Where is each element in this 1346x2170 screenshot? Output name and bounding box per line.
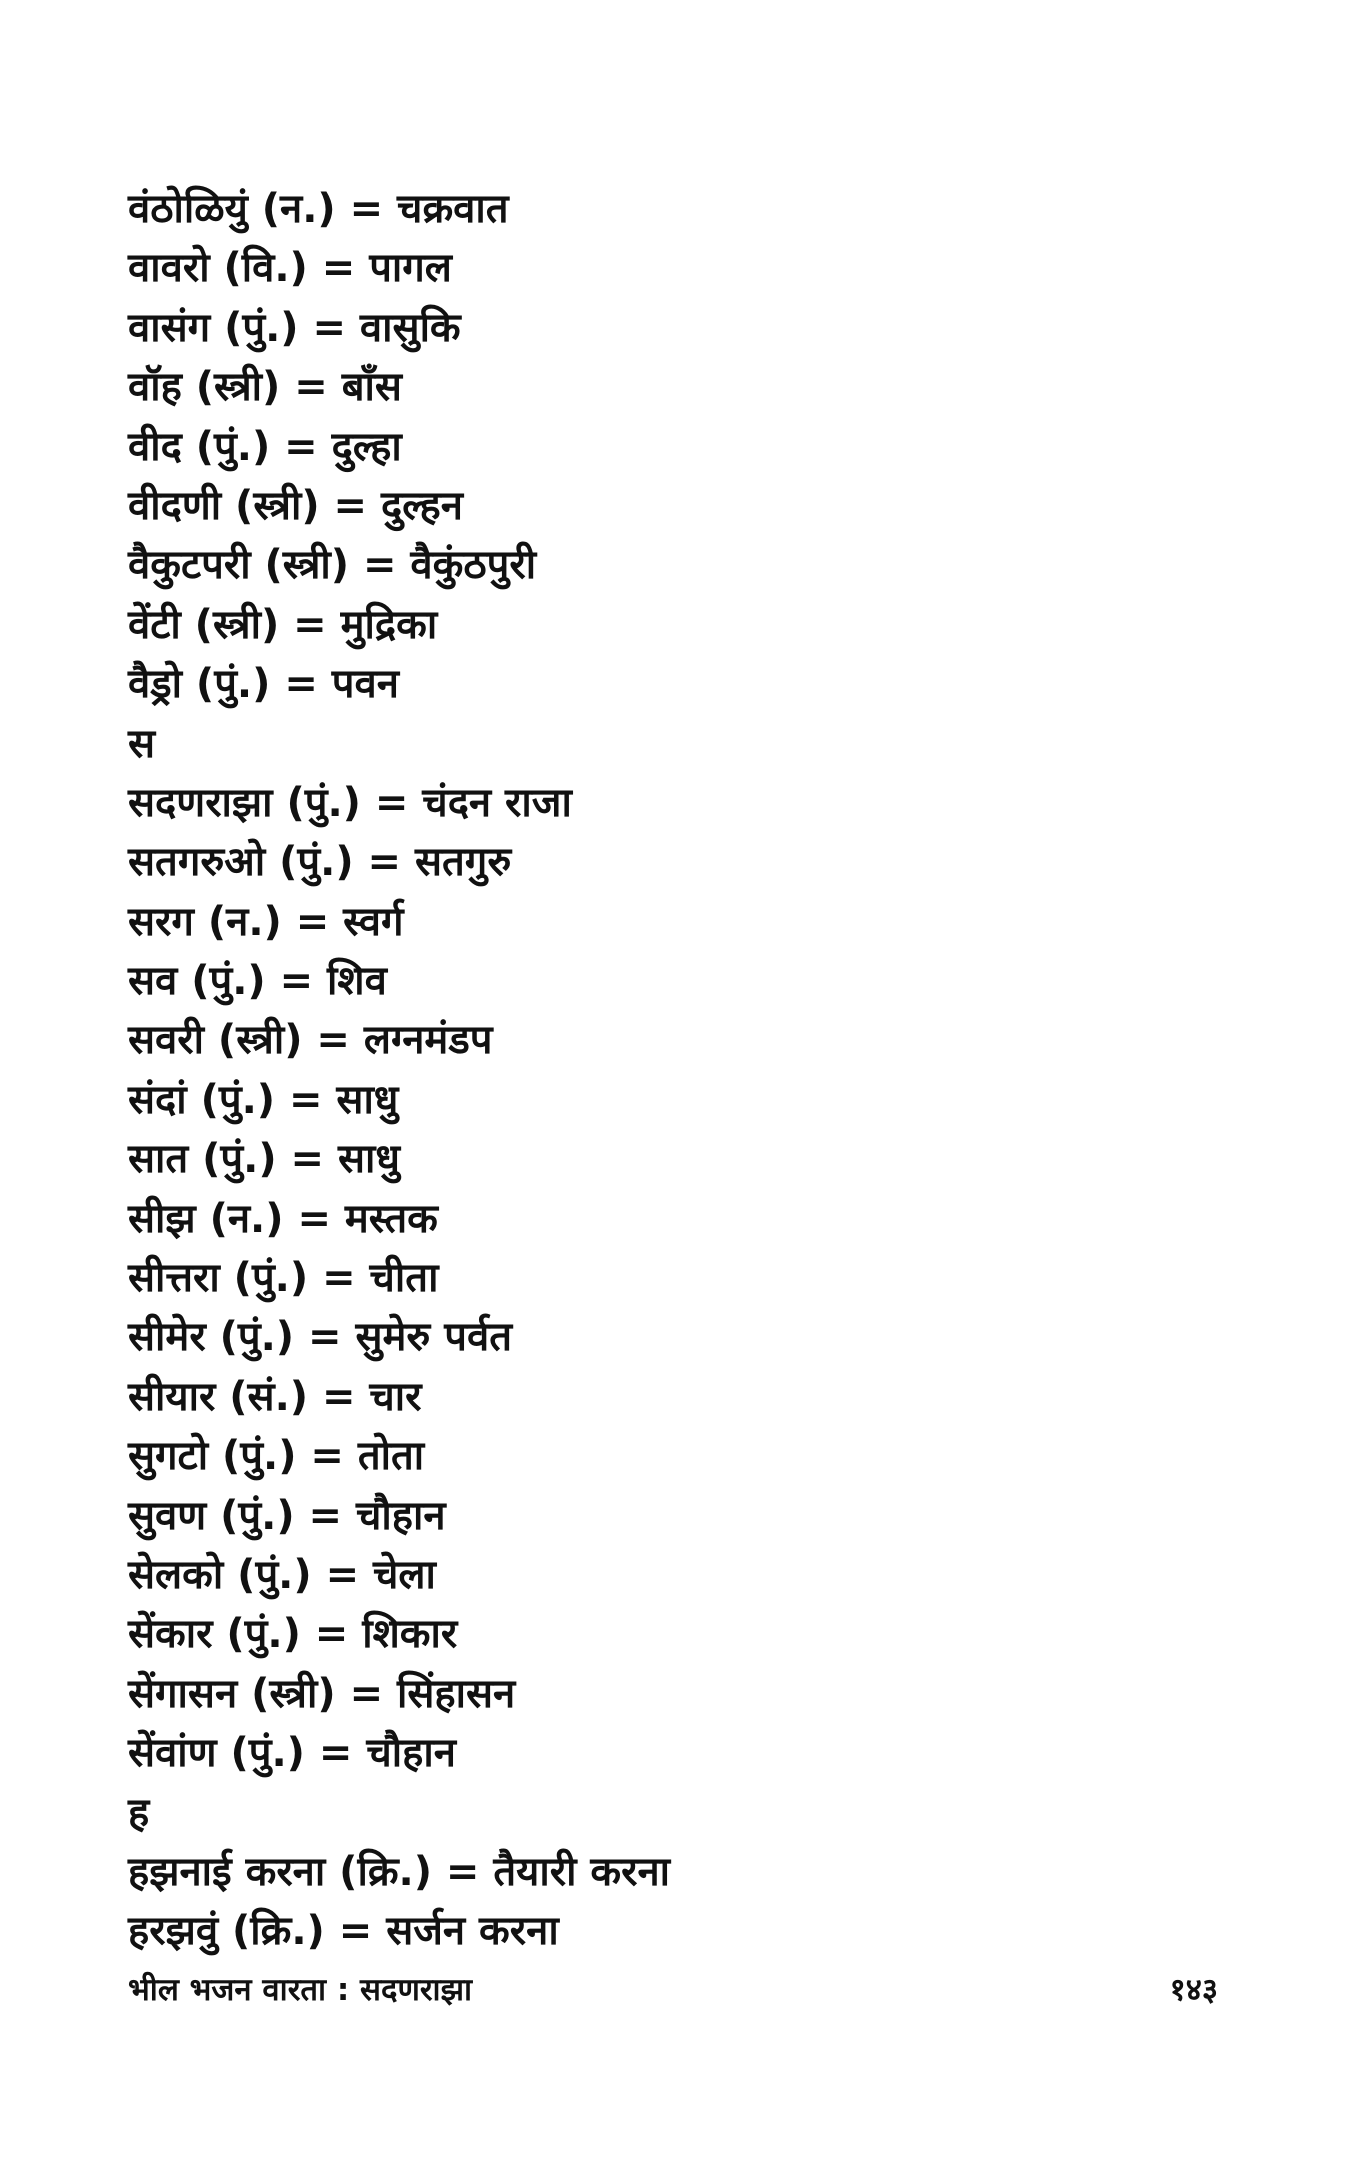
glossary-entry: वासंग (पुं.) = वासुकि [128, 304, 461, 351]
section-letter-heading: स [128, 720, 156, 767]
glossary-entry: वैकुटपरी (स्त्री) = वैकुंठपुरी [128, 542, 537, 589]
glossary-entry: सेंवांण (पुं.) = चौहान [128, 1730, 456, 1777]
glossary-entry: सवरी (स्त्री) = लग्नमंडप [128, 1017, 493, 1064]
glossary-entry: संदां (पुं.) = साधु [128, 1076, 399, 1123]
glossary-entry: सेंगासन (स्त्री) = सिंहासन [128, 1670, 516, 1717]
page-number: १४३ [1169, 1972, 1218, 2008]
glossary-entry: सीमेर (पुं.) = सुमेरु पर्वत [128, 1314, 513, 1361]
glossary-entry: सीत्तरा (पुं.) = चीता [128, 1255, 439, 1302]
glossary-entry: सेलको (पुं.) = चेला [128, 1551, 436, 1598]
glossary-entry: सेंकार (पुं.) = शिकार [128, 1611, 458, 1658]
glossary-entry: वेंटी (स्त्री) = मुद्रिका [128, 601, 438, 648]
glossary-entry: सुवण (पुं.) = चौहान [128, 1492, 446, 1539]
glossary-entry: हझनाई करना (क्रि.) = तैयारी करना [128, 1848, 671, 1895]
footer-book-title: भील भजन वारता : सदणराझा [128, 1972, 473, 2008]
glossary-entry: सीयार (सं.) = चार [128, 1373, 422, 1420]
glossary-entry: सुगटो (पुं.) = तोता [128, 1433, 425, 1480]
glossary-entry: सरग (न.) = स्वर्ग [128, 898, 404, 945]
glossary-entry: वंठोळियुं (न.) = चक्रवात [128, 186, 509, 232]
glossary-entry: सदणराझा (पुं.) = चंदन राजा [128, 779, 572, 826]
glossary-entry: सात (पुं.) = साधु [128, 1136, 400, 1183]
glossary-entry: सतगरुओ (पुं.) = सतगुरु [128, 839, 512, 886]
glossary-entry: सव (पुं.) = शिव [128, 958, 387, 1005]
section-letter-heading: ह [128, 1789, 150, 1836]
glossary-entry: वैड्रो (पुं.) = पवन [128, 661, 399, 708]
glossary-list [128, 180, 1128, 1962]
glossary-entry: वीदणी (स्त्री) = दुल्हन [128, 482, 463, 529]
glossary-entry: सीझ (न.) = मस्तक [128, 1195, 438, 1242]
glossary-entry: वीद (पुं.) = दुल्हा [128, 423, 402, 470]
glossary-entry: वावरो (वि.) = पागल [128, 245, 452, 292]
page-footer [128, 1968, 1218, 2016]
glossary-entry: वॉह (स्त्री) = बाँस [128, 364, 402, 411]
glossary-entry: हरझवुं (क्रि.) = सर्जन करना [128, 1908, 559, 1955]
